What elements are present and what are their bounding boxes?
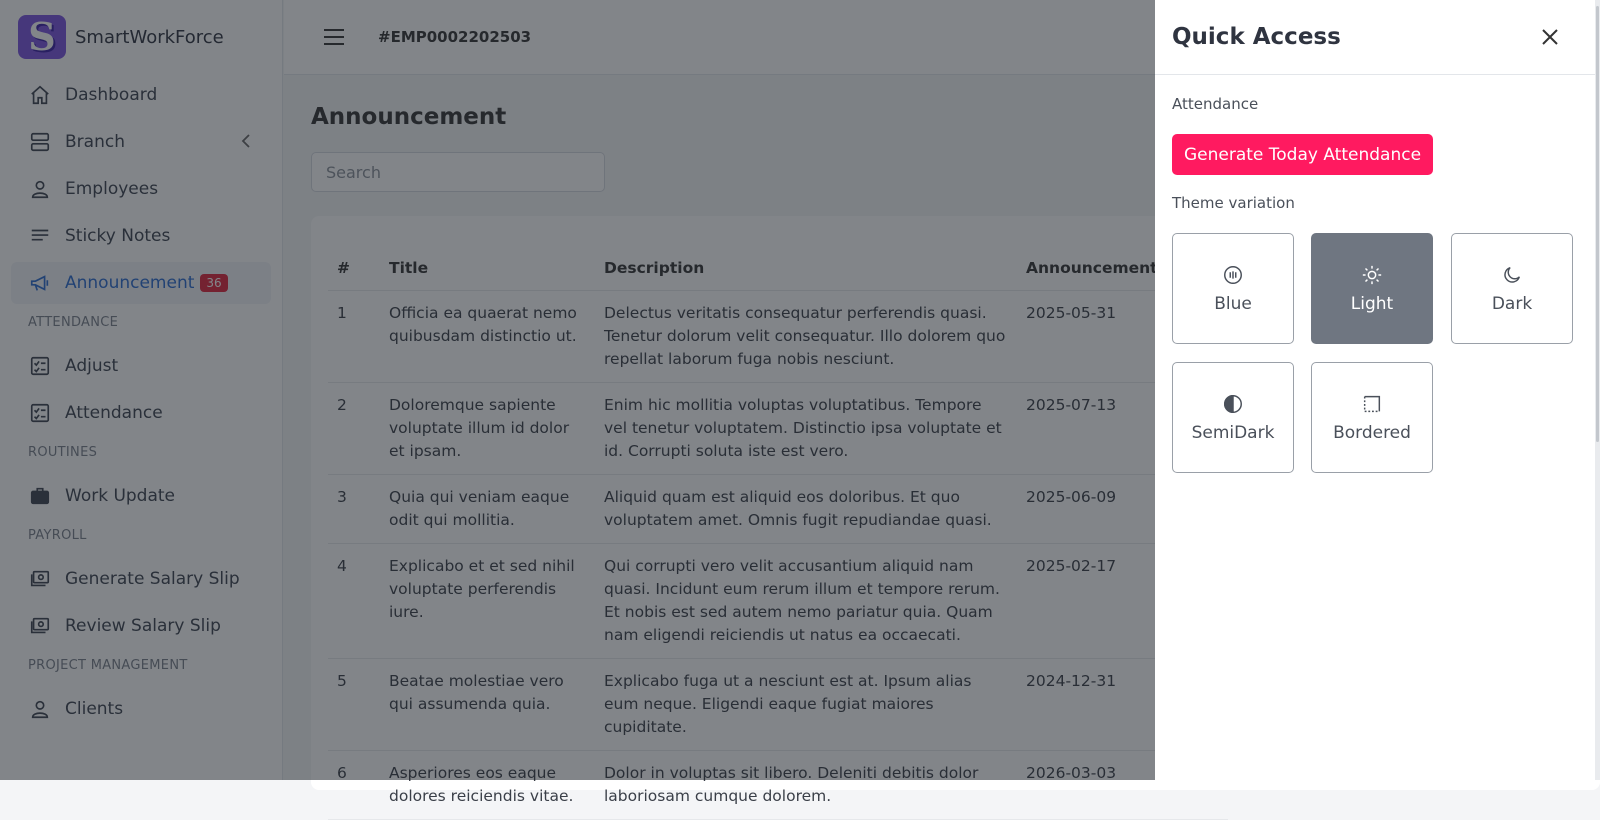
theme-option-label: Light [1350,294,1394,314]
page-scrollbar[interactable] [1595,0,1600,780]
half-circle-icon [1221,392,1245,416]
generate-today-attendance-button[interactable]: Generate Today Attendance [1172,134,1433,175]
theme-variation-label: Theme variation [1172,194,1295,212]
theme-option-bordered[interactable] [1311,362,1433,473]
cell-description: laboriosam cumque dolorem. [595,750,1017,819]
drawer-title: Quick Access [1172,24,1341,50]
theme-option-label: Dark [1491,294,1533,314]
attendance-label: Attendance [1172,95,1259,113]
moon-icon [1500,263,1524,287]
theme-option-label: Bordered [1333,423,1411,443]
quick-access-drawer [1155,0,1595,780]
cell-title: dolores reiciendis vitae. [380,750,595,819]
close-icon[interactable] [1537,24,1563,50]
theme-option-blue[interactable] [1172,233,1294,344]
theme-option-label: Blue [1214,294,1252,314]
theme-option-dark[interactable] [1451,233,1573,344]
sun-icon [1360,263,1384,287]
theme-option-label: SemiDark [1191,423,1275,443]
scrollbar-thumb[interactable] [1596,6,1599,442]
theme-option-light[interactable] [1311,233,1433,344]
bordered-icon [1360,392,1384,416]
theme-option-semidark[interactable] [1172,362,1294,473]
blue-theme-icon [1221,263,1245,287]
drawer-header [1155,0,1595,75]
